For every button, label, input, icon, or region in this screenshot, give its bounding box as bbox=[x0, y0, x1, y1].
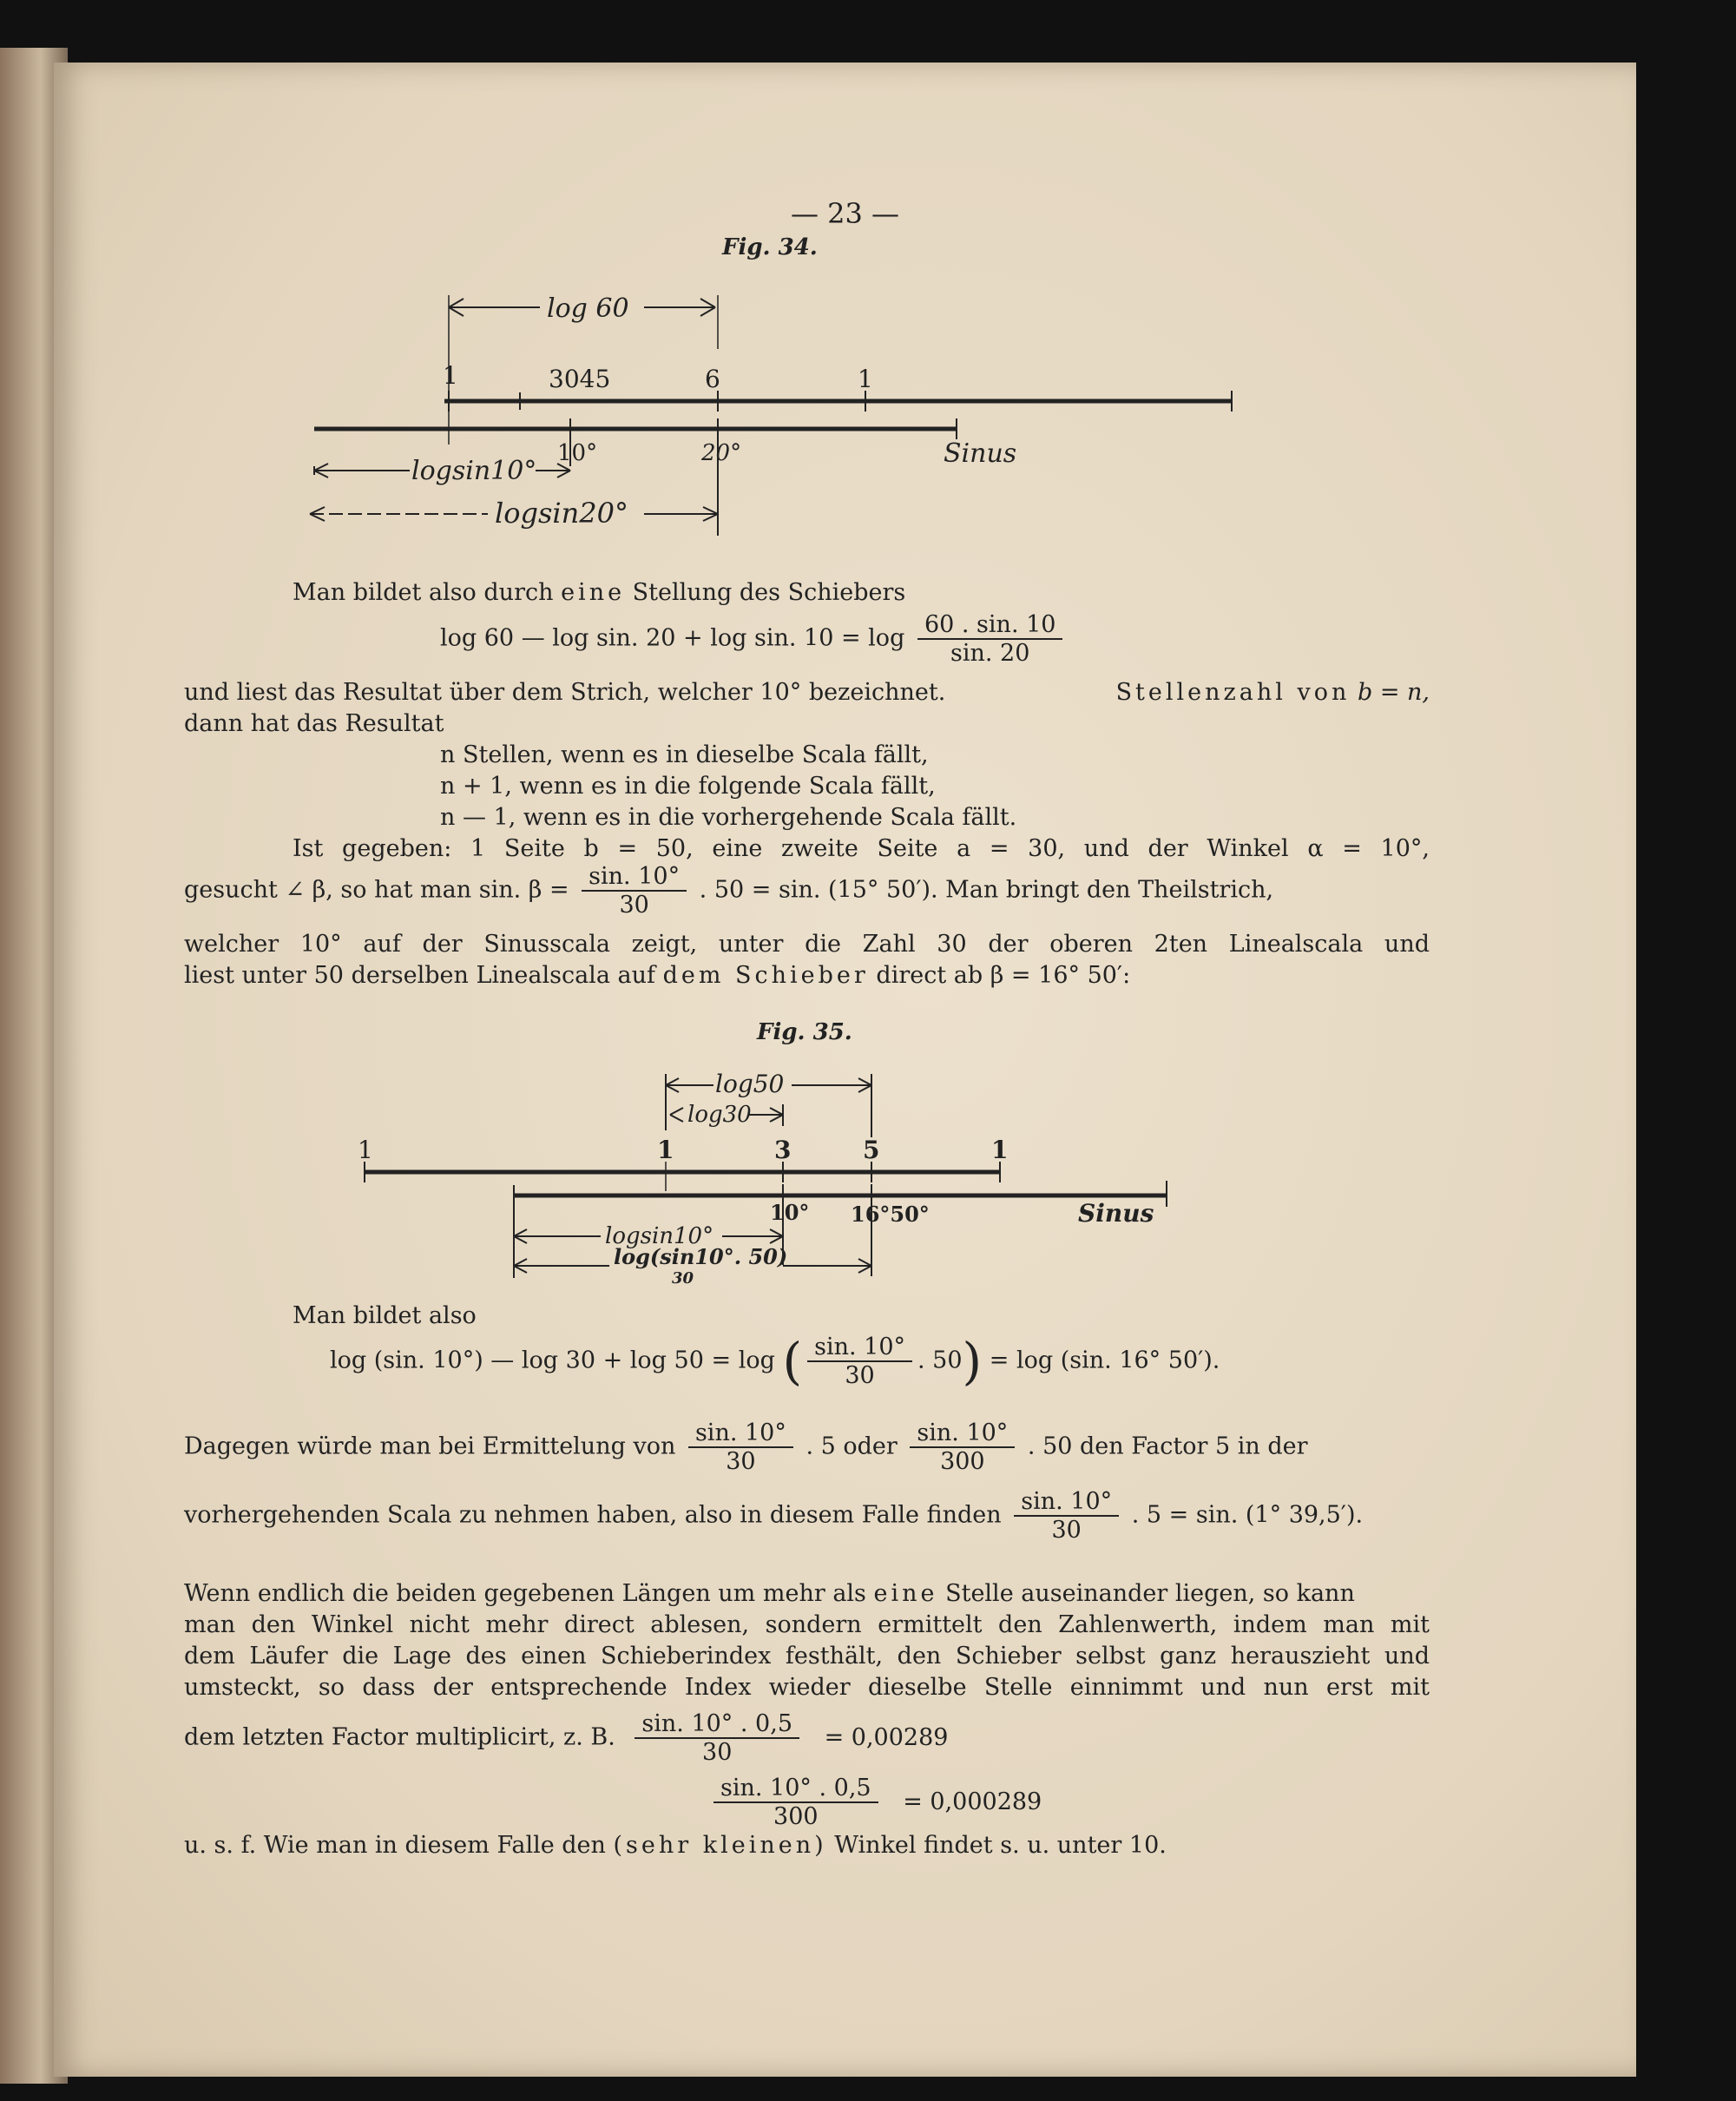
p3-dagegen bbox=[184, 1419, 1430, 1475]
p3-eq-den: 30 bbox=[845, 1362, 875, 1389]
fig34-logsin20-label: logsin20° bbox=[495, 497, 628, 530]
p3-vor-num: sin. 10° bbox=[1014, 1488, 1119, 1517]
p2-frac-num: sin. 10° bbox=[582, 863, 687, 892]
p1-line1-b: Stellung des Schiebers bbox=[632, 579, 906, 606]
p1-case1: n Stellen, wenn es in dieselbe Scala fällt, bbox=[440, 741, 929, 768]
p3-open-paren: ( bbox=[782, 1332, 803, 1391]
p2-line4-c: direct ab β = 16° 50′: bbox=[876, 962, 1131, 989]
fig34-logsin10-label: logsin10° bbox=[411, 456, 537, 486]
fig35-diagram bbox=[54, 63, 1636, 1365]
fig34-lower-label-10: 10° bbox=[557, 440, 598, 466]
p3-ex1-fraction bbox=[635, 1710, 799, 1766]
fig34-log60-label: log 60 bbox=[547, 293, 629, 324]
p3-w1-a: Wenn endlich die beiden gegebenen Längen um mehr als bbox=[184, 1580, 866, 1607]
p1-line4: dann hat das Resultat bbox=[184, 710, 444, 737]
p1-line1-eine: eine bbox=[561, 579, 626, 606]
p2-line4-a: liest unter 50 derselben Linealscala auf bbox=[184, 962, 655, 989]
fig35-upper-label-3: 3 bbox=[774, 1136, 792, 1164]
fig34-upper-label-3045: 3045 bbox=[549, 365, 611, 393]
p3-close-paren: ) bbox=[962, 1332, 983, 1391]
p3-example2 bbox=[708, 1775, 1042, 1830]
p3-wenn-line1 bbox=[184, 1580, 1430, 1608]
p3-last-b: (sehr kleinen) bbox=[613, 1832, 827, 1859]
p3-line1: Man bildet also bbox=[293, 1302, 477, 1329]
p1-formula-left: log 60 — log sin. 20 + log sin. 10 = log bbox=[440, 624, 905, 652]
book-page bbox=[54, 63, 1636, 2077]
p2-line2-b: . 50 = sin. (15° 50′). Man bringt den Theilstrich, bbox=[699, 876, 1274, 904]
page-number: — 23 — bbox=[790, 197, 900, 230]
p3-dag-num1: sin. 10° bbox=[688, 1419, 793, 1448]
fig34-caption: Fig. 34. bbox=[722, 234, 818, 260]
p3-ex2-res: = 0,000289 bbox=[903, 1788, 1042, 1815]
p1-line3-a: und liest das Resultat über dem Strich, welcher 10° bezeichnet. bbox=[184, 679, 946, 706]
fig35-upper-label-1c: 1 bbox=[991, 1136, 1009, 1164]
p3-equation bbox=[330, 1332, 1220, 1391]
p3-vor-b: . 5 = sin. (1° 39,5′). bbox=[1131, 1501, 1364, 1529]
fig35-sinus-label: Sinus bbox=[1078, 1199, 1154, 1228]
p3-wenn-line5 bbox=[184, 1710, 948, 1766]
p3-vorhergehenden bbox=[184, 1488, 1363, 1544]
p3-dag-den1: 30 bbox=[726, 1448, 756, 1475]
p3-eq-b: . 50 bbox=[917, 1347, 963, 1374]
p2-line3: welcher 10° auf der Sinusscala zeigt, unter die Zahl 30 der oberen 2ten Linealscala und bbox=[184, 931, 1430, 958]
fig35-caption: Fig. 35. bbox=[757, 1019, 852, 1045]
fig35-lower-label-10: 10° bbox=[770, 1200, 810, 1225]
p3-last-line bbox=[184, 1832, 1167, 1860]
p1-line3-b: Stellenzahl von bbox=[1115, 679, 1351, 706]
p3-last-c: Winkel findet s. u. unter 10. bbox=[834, 1832, 1167, 1859]
fig35-logsin-expr: log(sin10°. 50) bbox=[614, 1244, 788, 1269]
fig35-log50-label: log50 bbox=[715, 1070, 785, 1098]
p3-ex2-den: 300 bbox=[773, 1803, 819, 1830]
p3-dag-b: . 5 oder bbox=[806, 1432, 898, 1460]
p3-wenn-line2: man den Winkel nicht mehr direct ablesen, sondern ermittelt den Zahlenwerth, indem man mit bbox=[184, 1611, 1430, 1638]
p2-line2-a: gesucht ∠ β, so hat man sin. β = bbox=[184, 876, 569, 904]
p3-ex2-num: sin. 10° . 0,5 bbox=[713, 1775, 878, 1803]
p3-wenn-line3: dem Läufer die Lage des einen Schieberindex festhält, den Schieber selbst ganz herauszieht und bbox=[184, 1643, 1430, 1670]
p3-w5: dem letzten Factor multiplicirt, z. B. bbox=[184, 1723, 615, 1751]
fig34-upper-label-1: 1 bbox=[443, 361, 458, 390]
p1-formula-den: sin. 20 bbox=[950, 640, 1030, 667]
p3-ex1-den: 30 bbox=[702, 1739, 733, 1766]
p3-ex2-fraction bbox=[713, 1775, 878, 1830]
p2-frac-den: 30 bbox=[619, 892, 649, 919]
p3-vor-den: 30 bbox=[1051, 1517, 1082, 1544]
fig34-upper-label-1b: 1 bbox=[858, 365, 873, 393]
p3-w1-b: eine bbox=[873, 1580, 938, 1607]
p3-ex1-num: sin. 10° . 0,5 bbox=[635, 1710, 799, 1739]
p3-eq-num: sin. 10° bbox=[807, 1334, 912, 1362]
fig35-upper-label-5: 5 bbox=[863, 1136, 880, 1164]
p1-formula-num: 60 . sin. 10 bbox=[917, 611, 1063, 640]
p3-eq-a: log (sin. 10°) — log 30 + log 50 = log bbox=[330, 1347, 775, 1374]
p2-line1: Ist gegeben: 1 Seite b = 50, eine zweite Seite a = 30, und der Winkel α = 10°, bbox=[293, 835, 1430, 862]
fig34-sinus-label: Sinus bbox=[944, 438, 1017, 469]
fig35-log30-label: log30 bbox=[687, 1102, 752, 1128]
p3-w1-c: Stelle auseinander liegen, so kann bbox=[945, 1580, 1355, 1607]
p3-ex1-res: = 0,00289 bbox=[824, 1723, 949, 1751]
p3-dag-num2: sin. 10° bbox=[910, 1419, 1015, 1448]
p1-case3: n — 1, wenn es in die vorhergehende Scala fällt. bbox=[440, 804, 1017, 831]
fig34-upper-label-6: 6 bbox=[705, 365, 720, 393]
p1-case2: n + 1, wenn es in die folgende Scala fällt, bbox=[440, 773, 936, 800]
fig35-logsin10-label: logsin10° bbox=[605, 1223, 714, 1249]
fig35-logsin-expr-den: 30 bbox=[672, 1269, 694, 1288]
p3-dag-fraction1 bbox=[688, 1419, 793, 1475]
p3-last-a: u. s. f. Wie man in diesem Falle den bbox=[184, 1832, 606, 1859]
p3-eq-fraction bbox=[807, 1334, 912, 1389]
p3-dag-den2: 300 bbox=[940, 1448, 985, 1475]
p3-vor-a: vorhergehenden Scala zu nehmen haben, also in diesem Falle finden bbox=[184, 1501, 1002, 1529]
p3-vor-fraction bbox=[1014, 1488, 1119, 1544]
fig35-upper-label-1a: 1 bbox=[358, 1136, 373, 1164]
fig35-upper-label-1b: 1 bbox=[657, 1136, 674, 1164]
fig35-lower-label-1650: 16°50° bbox=[851, 1202, 930, 1227]
p2-line4-b: dem Schieber bbox=[662, 962, 869, 989]
p3-dag-a: Dagegen würde man bei Ermittelung von bbox=[184, 1432, 676, 1460]
p3-eq-c: = log (sin. 16° 50′). bbox=[989, 1347, 1220, 1374]
p3-dag-fraction2 bbox=[910, 1419, 1015, 1475]
fig34-lower-label-20: 20° bbox=[701, 440, 742, 466]
p1-line1-a: Man bildet also durch bbox=[293, 579, 554, 606]
p3-wenn-line4: umsteckt, so dass der entsprechende Index wieder dieselbe Stelle einnimmt und nun erst mit bbox=[184, 1674, 1430, 1701]
p3-dag-c: . 50 den Factor 5 in der bbox=[1027, 1432, 1308, 1460]
p1-line3-c: b = n, bbox=[1357, 679, 1430, 706]
